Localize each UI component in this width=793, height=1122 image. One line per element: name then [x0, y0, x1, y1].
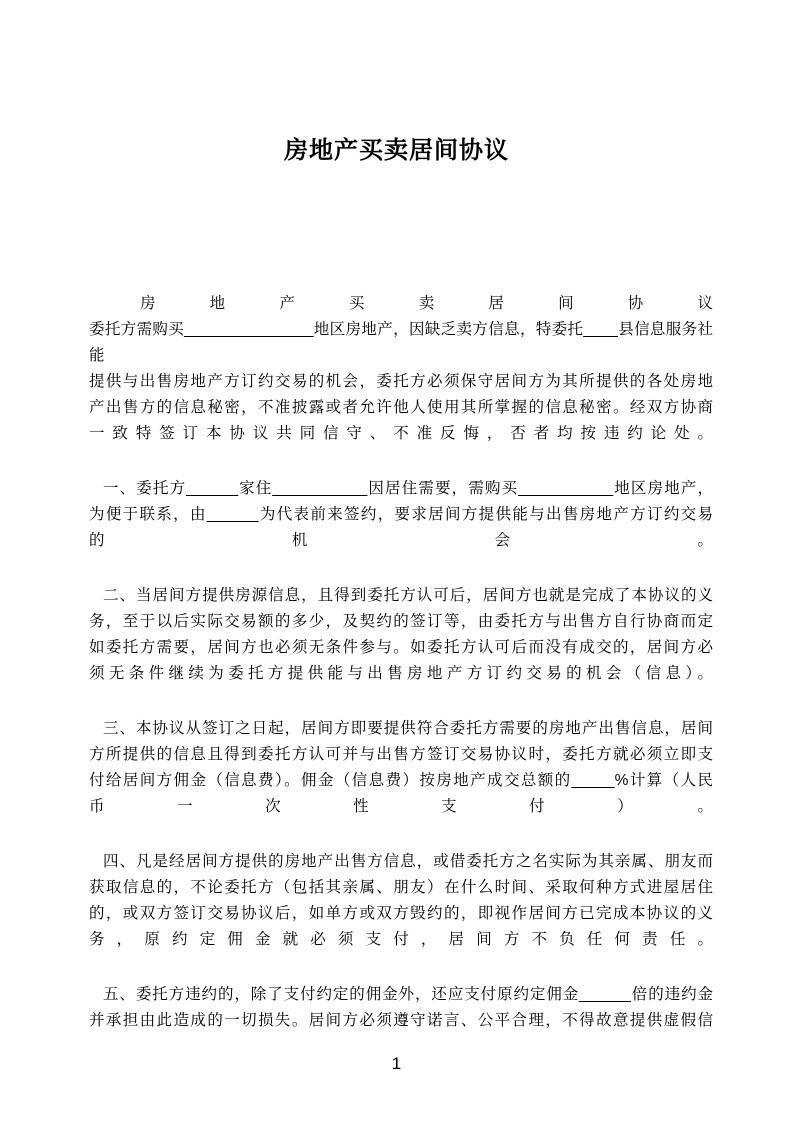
text-line: 提供与出售房地产方订约交易的机会，委托方必须保守居间方为其所提供的各处房地 — [89, 373, 713, 390]
text-line-spread: 一致特签订本协议共同信守、不准反悔，否者均按违约论处。 — [89, 425, 713, 442]
text-line: 务，至于以后实际交易额的多少，及契约的签订等，由委托方与出售方自行协商而定 — [89, 613, 713, 630]
text-line: 五、委托方违约的，除了支付约定的佣金外，还应支付原约定佣金______倍的违约金 — [103, 986, 713, 1003]
text-line: 三、本协议从签订之日起，居间方即要提供符合委托方需要的房地产出售信息，居间 — [103, 720, 713, 737]
paragraph-clause-3 — [89, 716, 713, 820]
text-line-spread: 务，原约定佣金就必须支付，居间方不负任何责任。 — [89, 931, 713, 948]
paragraph-clause-1 — [89, 476, 713, 554]
text-line: 方所提供的信息且得到委托方认可并与出售方签订交易协议时，委托方就必须立即支 — [89, 746, 713, 763]
text-line: 如委托方需要，居间方也必须无条件参与。如委托方认可后而没有成交的，居间方必 — [89, 639, 713, 656]
text-line: 并承担由此造成的一切损失。居间方必须遵守诺言、公平合理，不得故意提供虚假信 — [89, 1012, 713, 1029]
document-title: 房地产买卖居间协议 — [284, 137, 509, 164]
text-line: 四、凡是经居间方提供的房地产出售方信息，或借委托方之名实际为其亲属、朋友而 — [103, 853, 713, 870]
paragraph-preamble — [89, 291, 713, 447]
paragraph-clause-4 — [89, 849, 713, 953]
text-line: 获取信息的，不论委托方（包括其亲属、朋友）在什么时间、采取何种方式进屋居住 — [89, 879, 713, 896]
text-line-spread-heading: 房地产买卖居间协议 — [140, 295, 713, 312]
page-number: 1 — [391, 1054, 402, 1073]
text-line: 二、当居间方提供房源信息，且得到委托方认可后，居间方也就是完成了本协议的义 — [103, 587, 713, 604]
text-line-spread: 币一次性支付）。 — [89, 798, 713, 815]
paragraph-clause-5 — [89, 982, 713, 1034]
text-line: 为便于联系，由______为代表前来签约，要求居间方提供能与出售房地产方订约交易 — [89, 506, 713, 523]
text-line: 付给居间方佣金（信息费）。佣金（信息费）按房地产成交总额的_____%计算（人民 — [89, 772, 713, 789]
text-line: 一、委托方______家住___________因居住需要，需购买___________地区房地产， — [103, 480, 713, 497]
document-body — [89, 291, 713, 1034]
text-line: 的，或双方签订交易协议后，如单方或双方毁约的，即视作居间方已完成本协议的义 — [89, 905, 713, 922]
text-line: 委托方需购买_______________地区房地产，因缺乏卖方信息，特委托____县信息服务社能 — [89, 321, 713, 364]
text-line: 产出售方的信息秘密，不准披露或者允许他人使用其所掌握的信息秘密。经双方协商 — [89, 399, 713, 416]
paragraph-clause-2 — [89, 583, 713, 687]
text-line-spread: 的机会。 — [89, 532, 713, 549]
text-line-spread: 须无条件继续为委托方提供能与出售房地产方订约交易的机会（信息）。 — [89, 665, 713, 682]
